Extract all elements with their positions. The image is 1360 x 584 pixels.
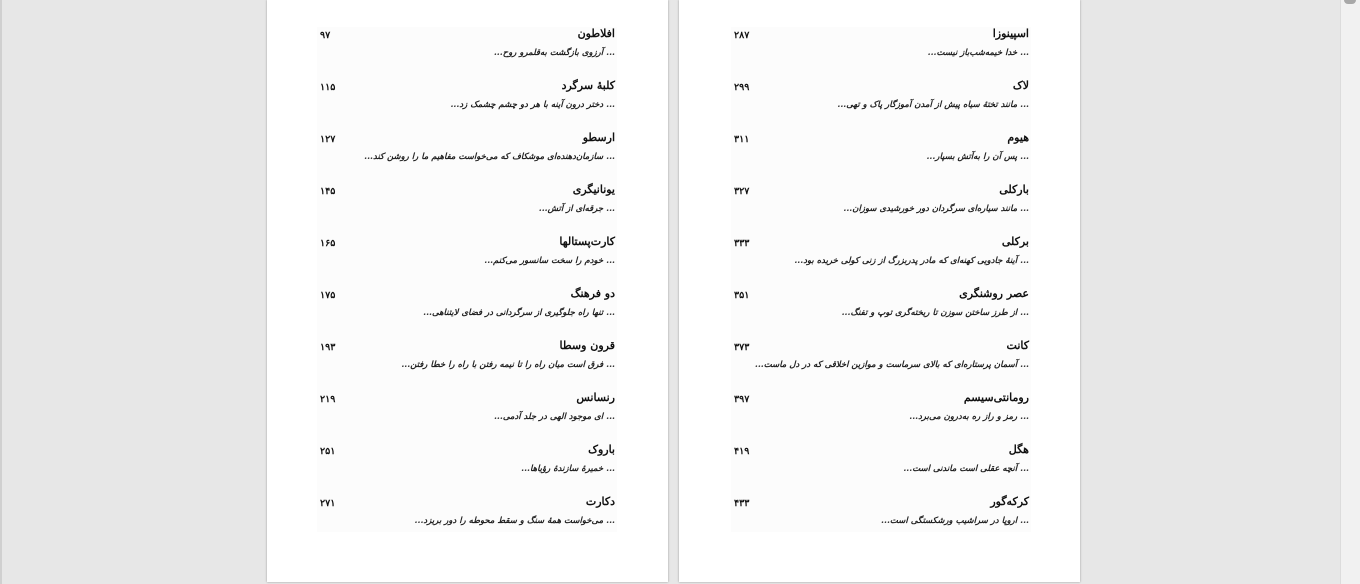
toc-entry-title: هیوم (1007, 131, 1029, 144)
toc-entry-title: کرکه‌گور (990, 495, 1029, 508)
toc-list (731, 27, 1031, 532)
toc-entry-page-number: ۱۱۵ (320, 82, 336, 93)
toc-entry-subtitle: ... مانند تختهٔ سیاه پیش از آمدن آموزگار پاک و تهی... (837, 100, 1029, 110)
toc-entry-subtitle: ... از طرز ساختن سوزن تا ریخته‌گری توپ و تفنگ... (841, 308, 1029, 318)
toc-entry-subtitle: ... رمز و راز ره به‌درون می‌برد... (909, 412, 1029, 422)
toc-entry-title: افلاطون (577, 27, 615, 40)
toc-entry[interactable] (317, 339, 617, 391)
toc-entry-page-number: ۳۵۱ (734, 290, 750, 301)
toc-entry-subtitle: ... آسمان پرستاره‌ای که بالای سرماست و موازین اخلاقی که در دل ماست... (754, 360, 1029, 370)
toc-entry-page-number: ۲۵۱ (320, 446, 336, 457)
toc-entry-subtitle: ... سازمان‌دهنده‌ای موشکاف که می‌خواست مفاهیم ما را روشن کند... (364, 152, 615, 162)
toc-entry[interactable] (317, 287, 617, 339)
toc-entry-title: ارسطو (582, 131, 615, 144)
toc-entry[interactable] (731, 235, 1031, 287)
toc-entry[interactable] (317, 235, 617, 287)
toc-entry-title: برکلی (1001, 235, 1029, 248)
toc-entry-page-number: ۳۲۷ (734, 186, 750, 197)
toc-entry-title: قرون وسطا (559, 339, 615, 352)
vertical-scrollbar[interactable] (1340, 0, 1360, 584)
toc-entry-page-number: ۴۳۳ (734, 498, 750, 509)
toc-entry-subtitle: ... دختر درون آینه با هر دو چشم چشمک زد... (450, 100, 615, 110)
toc-entry-title: بارکلی (999, 183, 1029, 196)
scrollbar-thumb[interactable] (1344, 0, 1356, 4)
toc-entry-title: باروک (588, 443, 615, 456)
toc-entry[interactable] (731, 391, 1031, 443)
toc-entry-page-number: ۹۷ (320, 30, 331, 41)
toc-entry-title: کارت‌پستالها (559, 235, 615, 248)
toc-entry[interactable] (317, 495, 617, 547)
toc-entry-subtitle: ... تنها راه جلوگیری از سرگردانی در فضای لایتناهی... (423, 308, 615, 318)
toc-entry-title: کانت (1006, 339, 1029, 352)
toc-entry-subtitle: ... جرقه‌ای از آتش... (538, 204, 615, 214)
toc-entry[interactable] (731, 339, 1031, 391)
toc-entry[interactable] (731, 495, 1031, 547)
toc-entry-title: هگل (1008, 443, 1029, 456)
toc-entry-title: کلبهٔ سرگرد (561, 79, 615, 92)
toc-entry[interactable] (731, 287, 1031, 339)
toc-entry[interactable] (317, 183, 617, 235)
toc-entry-subtitle: ... اروپا در سراشیب ورشکستگی است... (881, 516, 1029, 526)
toc-entry-page-number: ۲۹۹ (734, 82, 750, 93)
toc-entry-page-number: ۲۸۷ (734, 30, 750, 41)
toc-page-left (267, 0, 668, 582)
toc-entry-subtitle: ... آنچه عقلی است ماندنی است... (903, 464, 1029, 474)
toc-entry-title: رومانتی‌سیسم (963, 391, 1029, 404)
toc-entry-page-number: ۲۷۱ (320, 498, 336, 509)
toc-entry-subtitle: ... خدا خیمه‌شب‌باز نیست... (927, 48, 1029, 58)
toc-entry-page-number: ۳۹۷ (734, 394, 750, 405)
toc-entry-page-number: ۱۲۷ (320, 134, 336, 145)
toc-entry[interactable] (317, 131, 617, 183)
toc-entry[interactable] (731, 443, 1031, 495)
toc-entry-page-number: ۱۴۵ (320, 186, 336, 197)
toc-page-right (679, 0, 1080, 582)
toc-entry-page-number: ۴۱۹ (734, 446, 750, 457)
toc-entry[interactable] (317, 391, 617, 443)
toc-entry-subtitle: ... خودم را سخت سانسور می‌کنم... (484, 256, 615, 266)
toc-entry-page-number: ۲۱۹ (320, 394, 336, 405)
toc-entry-subtitle: ... می‌خواست همهٔ سنگ و سقط محوطه را دور بریزد... (414, 516, 615, 526)
toc-entry-page-number: ۱۶۵ (320, 238, 336, 249)
toc-list (317, 27, 617, 532)
toc-entry-title: لاک (1012, 79, 1029, 92)
toc-entry[interactable] (731, 131, 1031, 183)
toc-entry-page-number: ۳۳۳ (734, 238, 750, 249)
toc-entry-subtitle: ... آرزوی بازگشت به‌قلمرو روح... (493, 48, 615, 58)
toc-entry-title: عصر روشنگری (959, 287, 1029, 300)
toc-entry-subtitle: ... پس آن را به‌آتش بسپار... (926, 152, 1029, 162)
toc-entry-page-number: ۳۱۱ (734, 134, 750, 145)
toc-entry-page-number: ۱۷۵ (320, 290, 336, 301)
toc-entry-title: دو فرهنگ (570, 287, 615, 300)
toc-entry[interactable] (317, 27, 617, 79)
toc-entry[interactable] (731, 27, 1031, 79)
toc-entry-subtitle: ... خمیرهٔ سازندهٔ رؤیاها... (521, 464, 615, 474)
toc-entry-subtitle: ... مانند سیاره‌ای سرگردان دور خورشیدی سوزان... (843, 204, 1029, 214)
toc-entry-title: اسپینوزا (992, 27, 1029, 40)
toc-entry-subtitle: ... فرق است میان راه را تا نیمه رفتن با راه را خطا رفتن... (401, 360, 615, 370)
toc-entry[interactable] (731, 183, 1031, 235)
toc-entry-page-number: ۳۷۳ (734, 342, 750, 353)
toc-entry[interactable] (317, 443, 617, 495)
toc-entry[interactable] (731, 79, 1031, 131)
toc-entry-title: رنسانس (576, 391, 615, 404)
toc-entry[interactable] (317, 79, 617, 131)
toc-entry-title: دکارت (585, 495, 615, 508)
toc-entry-page-number: ۱۹۳ (320, 342, 336, 353)
toc-entry-subtitle: ... آینهٔ جادویی کهنه‌ای که مادر پدربزرگ از زنی کولی خریده بود... (794, 256, 1029, 266)
toc-entry-title: یونانیگری (572, 183, 615, 196)
toc-entry-subtitle: ... ای موجود الهی در جلد آدمی... (493, 412, 615, 422)
